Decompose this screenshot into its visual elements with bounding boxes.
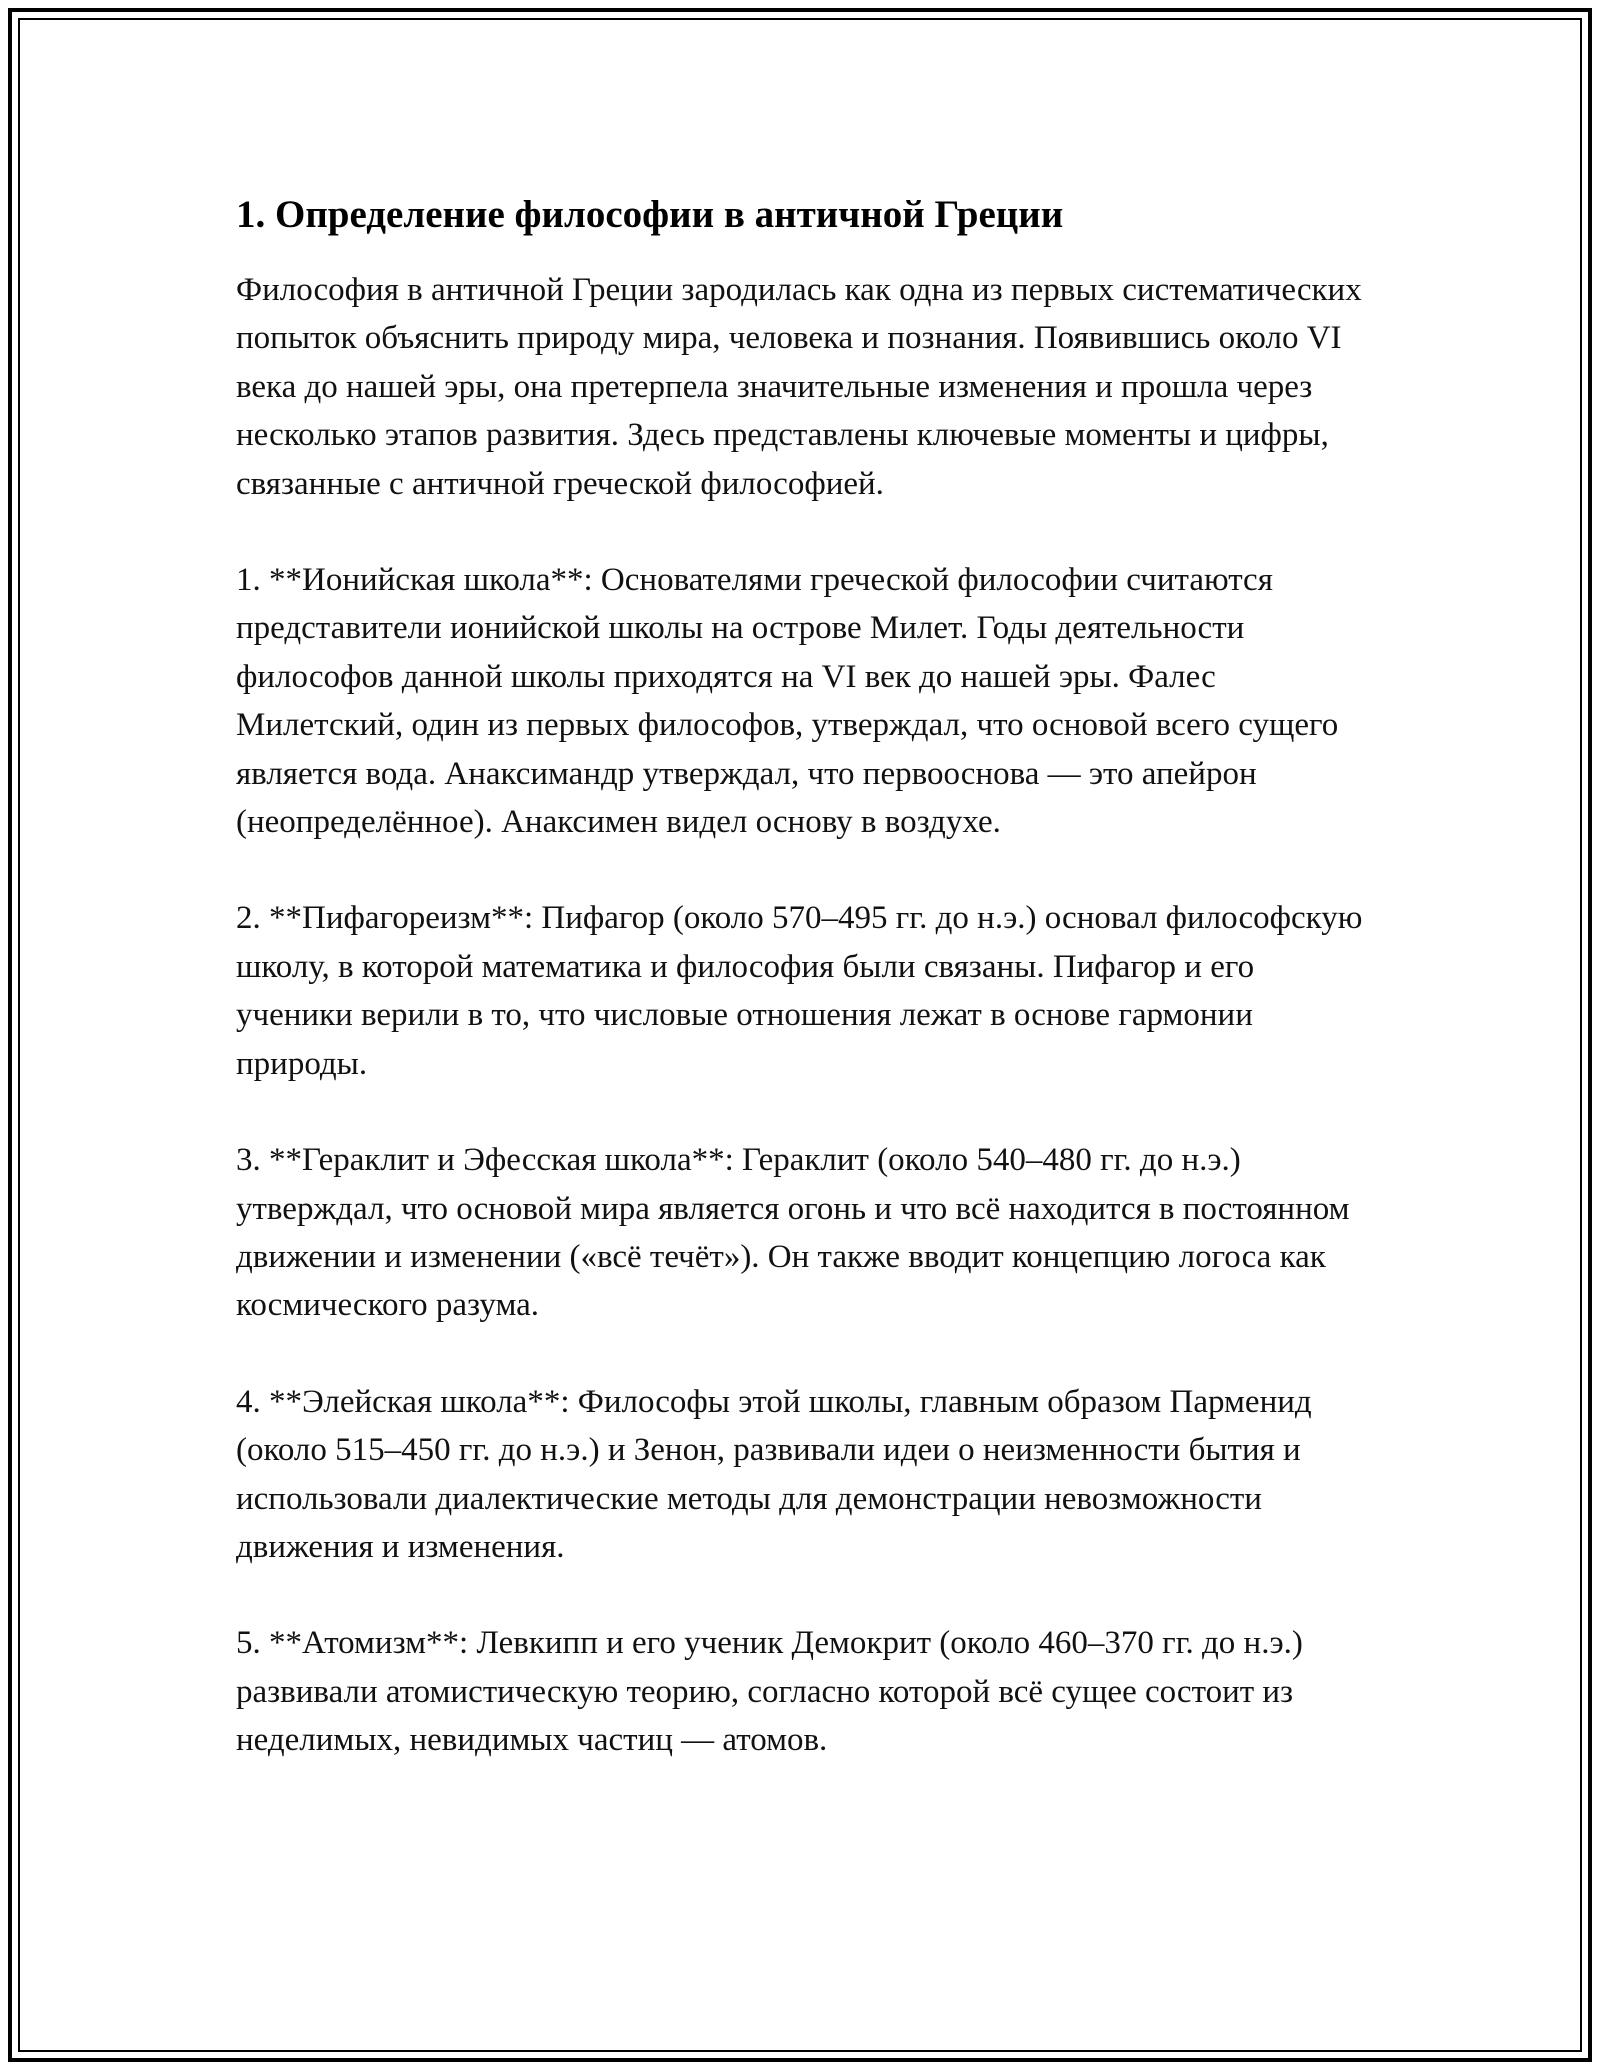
intro-paragraph: Философия в античной Греции зародилась как одна из первых систематических попыток объяснить природу мира, человека и познания. Появившись около VI века до нашей эры, она претерпела значительные изменения и прошла через несколько этапов развития. Здесь представлены ключевые моменты и цифры, связанные с античной греческой философией. [236, 272, 1362, 502]
paragraph-heraclitus: 3. **Гераклит и Эфесская школа**: Гераклит (около 540–480 гг. до н.э.) утверждал, что основой мира является огонь и что всё находится в постоянном движении и изменении («всё течёт»). Он также вводит концепцию логоса как космического разума. [236, 1142, 1350, 1324]
paragraph-ionian-school: 1. **Ионийская школа**: Основателями греческой философии считаются представители ионийской школы на острове Милет. Годы деятельности философов данной школы приходятся на VI век до нашей эры. Фалес Милетский, один из первых философов, утверждал, что основой всего сущего является вода. Анаксимандр утверждал, что первооснова — это апейрон (неопределённое). Анаксимен видел основу в воздухе. [236, 562, 1339, 841]
paragraph-atomism: 5. **Атомизм**: Левкипп и его ученик Демокрит (около 460–370 гг. до н.э.) развивали атомистическую теорию, согласно которой всё сущее состоит из неделимых, невидимых частиц — атомов. [236, 1625, 1303, 1759]
paragraph-pythagoreanism: 2. **Пифагореизм**: Пифагор (около 570–495 гг. до н.э.) основал философскую школу, в которой математика и философия были связаны. Пифагор и его ученики верили в то, что числовые отношения лежат в основе гармонии природы. [236, 900, 1363, 1082]
section-heading: 1. Определение философии в античной Греции [236, 193, 1064, 236]
document-body [236, 186, 1376, 1813]
paragraph-eleatic-school: 4. **Элейская школа**: Философы этой школы, главным образом Парменид (около 515–450 гг. до н.э.) и Зенон, развивали идеи о неизменности бытия и использовали диалектические методы для демонстрации невозможности движения и изменения. [236, 1383, 1312, 1565]
